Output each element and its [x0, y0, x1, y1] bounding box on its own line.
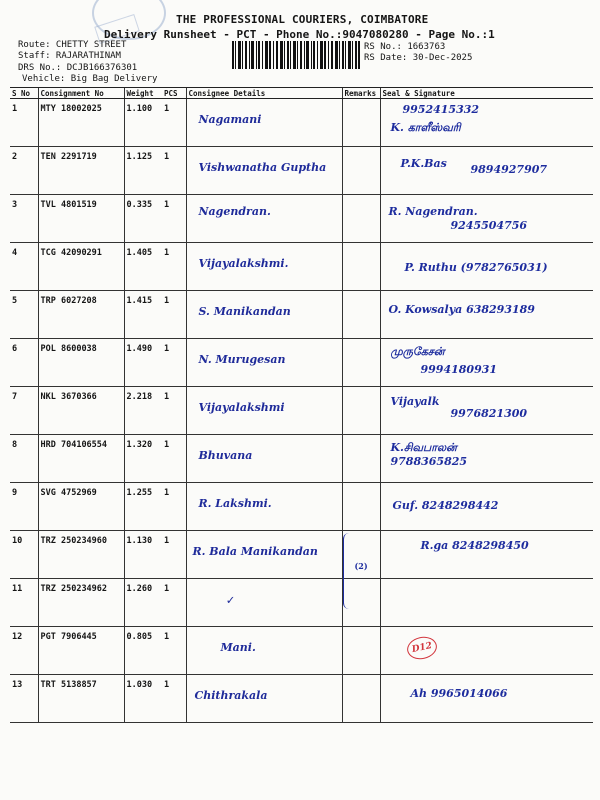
table-row	[10, 99, 593, 147]
row-remarks	[342, 99, 380, 147]
row-consignee	[186, 627, 342, 675]
row-consignment: NKL 3670366	[38, 387, 124, 435]
row-sno: 10	[10, 531, 38, 579]
consignee-handwriting: Nagamani	[198, 113, 262, 126]
rs-date: RS Date: 30-Dec-2025	[364, 53, 473, 63]
table-row	[10, 627, 593, 675]
row-sno: 4	[10, 243, 38, 291]
table-row	[10, 531, 593, 579]
col-remarks: Remarks	[342, 88, 380, 99]
consignee-handwriting: Bhuvana	[198, 449, 253, 462]
col-seal: Seal & Signature	[380, 88, 593, 99]
row-consignee	[186, 243, 342, 291]
consignee-handwriting: Mani.	[220, 641, 256, 654]
consignee-handwriting: Vijayalakshmi.	[198, 257, 289, 270]
row-remarks	[342, 387, 380, 435]
row-sno: 9	[10, 483, 38, 531]
consignee-handwriting: Nagendran.	[198, 205, 271, 218]
col-sno: S No	[10, 88, 38, 99]
row-consignment: TRP 6027208	[38, 291, 124, 339]
staff-label: Staff: RAJARATHINAM	[18, 51, 121, 61]
consignee-handwriting: Vishwanatha Guptha	[198, 161, 327, 174]
row-consignment: HRD 704106554	[38, 435, 124, 483]
table-row	[10, 291, 593, 339]
drs-label: DRS No.: DCJB166376301	[18, 63, 138, 73]
signature-line-1: P.K.Bas	[400, 157, 447, 170]
row-pcs: 1	[162, 291, 186, 339]
row-pcs: 1	[162, 531, 186, 579]
row-remarks	[342, 147, 380, 195]
row-weight: 0.805	[124, 627, 162, 675]
table-row	[10, 195, 593, 243]
row-pcs: 1	[162, 627, 186, 675]
row-sno: 13	[10, 675, 38, 723]
row-weight: 0.335	[124, 195, 162, 243]
row-weight: 1.125	[124, 147, 162, 195]
row-consignee	[186, 99, 342, 147]
row-consignee	[186, 147, 342, 195]
signature-line-1: R.ga 8248298450	[420, 539, 529, 552]
signature-line-1: முருகேசன்	[390, 345, 445, 358]
row-consignee	[186, 483, 342, 531]
row-weight: 1.405	[124, 243, 162, 291]
row-pcs: 1	[162, 675, 186, 723]
signature-line-2: 9994180931	[420, 363, 498, 376]
row-sno: 2	[10, 147, 38, 195]
route-label: Route: CHETTY STREET	[18, 40, 127, 50]
signature-line-1: Guf. 8248298442	[392, 499, 499, 512]
row-pcs: 1	[162, 387, 186, 435]
check-mark: ✓	[226, 593, 235, 608]
signature-line-1: R. Nagendran.	[388, 205, 478, 218]
row-weight: 1.260	[124, 579, 162, 627]
barcode	[232, 41, 360, 69]
row-signature	[380, 99, 593, 147]
row-sno: 8	[10, 435, 38, 483]
row-sno: 5	[10, 291, 38, 339]
signature-line-2: 9788365825	[390, 455, 468, 468]
row-weight: 1.255	[124, 483, 162, 531]
row-weight: 1.130	[124, 531, 162, 579]
row-sno: 6	[10, 339, 38, 387]
col-consignment: Consignment No	[38, 88, 124, 99]
table-header-row	[10, 88, 593, 99]
row-signature	[380, 627, 593, 675]
row-sno: 1	[10, 99, 38, 147]
row-pcs: 1	[162, 435, 186, 483]
row-pcs: 1	[162, 147, 186, 195]
row-remarks	[342, 675, 380, 723]
row-pcs: 1	[162, 195, 186, 243]
consignee-handwriting: Chithrakala	[194, 689, 268, 702]
row-weight: 2.218	[124, 387, 162, 435]
row-pcs: 1	[162, 99, 186, 147]
runsheet-table	[10, 87, 593, 723]
table-row	[10, 579, 593, 627]
col-consignee: Consignee Details	[186, 88, 342, 99]
col-weight: Weight	[124, 88, 162, 99]
row-consignee	[186, 579, 342, 627]
signature-line-1: P. Ruthu (9782765031)	[404, 261, 548, 274]
row-signature	[380, 243, 593, 291]
row-remarks	[342, 483, 380, 531]
row-weight: 1.030	[124, 675, 162, 723]
row-pcs: 1	[162, 339, 186, 387]
row-remarks	[342, 435, 380, 483]
signature-line-2: 9245504756	[450, 219, 528, 232]
row-pcs: 1	[162, 483, 186, 531]
row-sno: 7	[10, 387, 38, 435]
row-remarks	[342, 243, 380, 291]
row-consignee	[186, 531, 342, 579]
row-weight: 1.320	[124, 435, 162, 483]
signature-line-1: O. Kowsalya 638293189	[388, 303, 535, 316]
row-consignee	[186, 675, 342, 723]
row-consignee	[186, 195, 342, 243]
consignee-handwriting: R. Lakshmi.	[198, 497, 272, 510]
row-signature	[380, 579, 593, 627]
circled-mark: D12	[405, 634, 439, 662]
row-remarks	[342, 339, 380, 387]
row-consignment: PGT 7906445	[38, 627, 124, 675]
row-consignee	[186, 435, 342, 483]
row-sno: 11	[10, 579, 38, 627]
bracket-count: (2)	[354, 561, 368, 571]
row-remarks	[342, 195, 380, 243]
consignee-handwriting: S. Manikandan	[198, 305, 291, 318]
row-consignment: TRT 5138857	[38, 675, 124, 723]
row-remarks	[342, 291, 380, 339]
row-consignment: TRZ 250234960	[38, 531, 124, 579]
row-consignment: TCG 42090291	[38, 243, 124, 291]
signature-line-1: Vijayalk	[390, 395, 440, 408]
row-signature	[380, 435, 593, 483]
runsheet-subtitle: Delivery Runsheet - PCT - Phone No.:9047080280 - Page No.:1	[104, 28, 495, 41]
row-signature	[380, 675, 593, 723]
row-consignee	[186, 339, 342, 387]
row-consignment: TEN 2291719	[38, 147, 124, 195]
table-row	[10, 147, 593, 195]
row-signature	[380, 387, 593, 435]
row-consignment: MTY 18002025	[38, 99, 124, 147]
signature-line-2: K. காளீஸ்வரி	[390, 121, 461, 134]
row-consignment: POL 8600038	[38, 339, 124, 387]
row-pcs: 1	[162, 243, 186, 291]
row-sno: 12	[10, 627, 38, 675]
signature-line-2: 9894927907	[470, 163, 548, 176]
row-consignment: TRZ 250234962	[38, 579, 124, 627]
row-signature	[380, 147, 593, 195]
row-consignment: SVG 4752969	[38, 483, 124, 531]
row-consignment: TVL 4801519	[38, 195, 124, 243]
row-consignee	[186, 387, 342, 435]
row-signature	[380, 531, 593, 579]
row-signature	[380, 291, 593, 339]
signature-line-1: 9952415332	[402, 103, 480, 116]
consignee-handwriting: N. Murugesan	[198, 353, 286, 366]
signature-line-2: 9976821300	[450, 407, 528, 420]
consignee-handwriting: Vijayalakshmi	[198, 401, 285, 414]
table-row	[10, 243, 593, 291]
row-signature	[380, 195, 593, 243]
row-sno: 3	[10, 195, 38, 243]
row-weight: 1.490	[124, 339, 162, 387]
table-row	[10, 435, 593, 483]
table-row	[10, 387, 593, 435]
row-remarks	[342, 531, 380, 579]
signature-line-1: Ah 9965014066	[410, 687, 508, 700]
col-pcs: PCS	[162, 88, 186, 99]
table-row	[10, 339, 593, 387]
row-remarks	[342, 579, 380, 627]
consignee-handwriting: R. Bala Manikandan	[192, 545, 318, 558]
row-consignee	[186, 291, 342, 339]
row-weight: 1.415	[124, 291, 162, 339]
row-remarks	[342, 627, 380, 675]
signature-line-1: K.சிவபாலன்	[390, 441, 457, 454]
vehicle-label: Vehicle: Big Bag Delivery	[22, 74, 158, 84]
row-pcs: 1	[162, 579, 186, 627]
rs-number: RS No.: 1663763	[364, 42, 446, 52]
row-signature	[380, 483, 593, 531]
table-row	[10, 483, 593, 531]
row-signature	[380, 339, 593, 387]
table-row	[10, 675, 593, 723]
row-weight: 1.100	[124, 99, 162, 147]
company-title: THE PROFESSIONAL COURIERS, COIMBATORE	[176, 13, 429, 26]
